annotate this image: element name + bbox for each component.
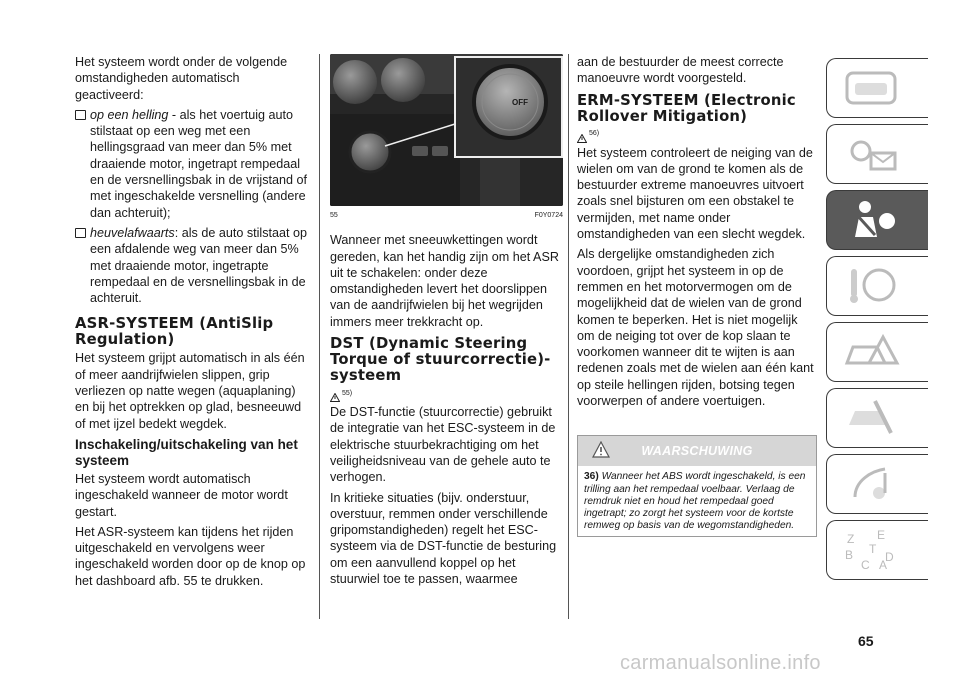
tab-key-steering[interactable] xyxy=(826,256,928,316)
tab-safety[interactable] xyxy=(826,190,928,250)
warning-title: WAARSCHUWING xyxy=(641,444,753,459)
warning-header xyxy=(578,436,816,466)
seatbelt-airbag-icon xyxy=(841,197,901,243)
asr-heading: ASR-SYSTEEM (AntiSlip Regulation) xyxy=(75,315,274,349)
tab-alphabetical-index[interactable] xyxy=(826,520,928,580)
erm-heading: ERM-SYSTEEM (Electronic Rollover Mitigation) xyxy=(577,91,796,125)
light-message-icon xyxy=(841,131,901,177)
dashboard-photo xyxy=(330,54,563,206)
column-middle xyxy=(330,54,563,591)
erm-text-2: Als dergelijke omstandigheden zich voordoen, grijpt het systeem in op de remmen en het motorvermogen om de mogelijkheid dat de wielen van de grond komen te beperken. Het is niet mogelijk om de neiging tot over de kop slaan te voorkomen wanneer dit te wijten is aan redenen zoals met de wielen aan één kant op steile hellingen rijden, botsing tegen voorwerpen of andere voertuigen. xyxy=(577,247,814,409)
car-dashboard-icon xyxy=(841,65,901,111)
bullet-text: : als de auto stilstaat op een afdalende weg van meer dan 5% met draaiende motor, ingetrapte rempedaal en de versnellingsbak in de achteruit. xyxy=(90,225,308,306)
watermark: carmanualsonline.info xyxy=(620,652,821,674)
alphabet-index-icon xyxy=(841,527,901,573)
warning-text: Wanneer het ABS wordt ingeschakeld, is een trilling aan het rempedaal voelbaar. Verlaag de remdruk niet en houd het rempedaal goed ingetrapt; zo zorgt het systeem voor de kortste remweg op basis van de wegomstandigheden. xyxy=(584,471,806,532)
erm-text-1: Het systeem controleert de neiging van de wielen om van de grond te komen als de bestuurder extreme manoeuvres uitvoert zoals snel bijsturen om een obstakel te vermijden, met name onder omstandigheden van een slecht wegdek. xyxy=(577,145,813,242)
index-letter: E xyxy=(877,528,886,542)
warning-triangle-icon xyxy=(577,134,587,143)
page-number: 65 xyxy=(858,633,874,649)
warning-triangle-icon xyxy=(330,393,340,402)
erm-ref-number: 56) xyxy=(589,130,600,138)
bullet-downhill xyxy=(75,225,308,310)
index-letter: D xyxy=(885,550,894,564)
dst-ref-number: 55) xyxy=(342,389,353,397)
column-left xyxy=(75,54,308,593)
bullet-incline xyxy=(75,107,308,225)
tab-multimedia[interactable] xyxy=(826,454,928,514)
checkbox-bullet-icon xyxy=(75,228,86,238)
key-steering-icon xyxy=(841,263,901,309)
snow-chains-text: Wanneer met sneeuwkettingen wordt gereden, kan het handig zijn om het ASR uit te schakelen: onder deze omstandigheden levert het doorslippen van de aandrijfwielen bij het wegrijden immers meer trekkracht op. xyxy=(330,233,559,329)
music-navigation-icon xyxy=(841,461,901,507)
chapter-tabs xyxy=(826,58,931,586)
tab-lights-messages[interactable] xyxy=(826,124,928,184)
index-letter: T xyxy=(869,542,877,556)
continued-text: aan de bestuurder de meest correcte manoeuvre wordt voorgesteld. xyxy=(577,55,784,86)
tab-maintenance[interactable] xyxy=(826,388,928,448)
checkbox-bullet-icon xyxy=(75,110,86,120)
index-letter: A xyxy=(879,558,888,572)
car-warning-icon xyxy=(841,329,901,375)
inschakeling-text-2: Het ASR-systeem kan tijdens het rijden uitgeschakeld en vervolgens weer ingeschakeld worden door op de knop op het dashboard afb. 55 te drukken. xyxy=(75,524,306,588)
dst-reference xyxy=(330,386,563,402)
dst-text-2: In kritieke situaties (bijv. onderstuur, overstuur, remmen onder verschillende gripomstandigheden) regelt het ESC-systeem via de DST-functie de besturing om een aanvullend koppel op het stuurwiel toe te passen, waarmee xyxy=(330,490,557,587)
dashboard-button-figure xyxy=(330,54,563,206)
warning-number: 36) xyxy=(584,471,599,483)
intro-text: Het systeem wordt onder de volgende omstandigheden automatisch geactiveerd: xyxy=(75,55,288,102)
asr-text: Het systeem grijpt automatisch in als één of meer aandrijfwielen slippen, grip verliezen op natte wegen (aquaplaning) en bij het optrekken op glad, besneeuwd of met ijzel bedekt wegdek. xyxy=(75,351,305,431)
tab-car-dashboard[interactable] xyxy=(826,58,928,118)
figure-caption xyxy=(330,208,563,224)
index-letter: C xyxy=(861,558,870,572)
asr-off-label: OFF xyxy=(512,98,528,107)
column-right xyxy=(577,54,817,537)
figure-number: 55 xyxy=(330,212,338,219)
inschakeling-heading: Inschakeling/uitschakeling van het systeem xyxy=(75,436,298,468)
bullet-text: - als het voertuig auto stilstaat op een weg met een hellingsgraad van meer dan 5% met draaiende motor, ingetrapt rempedaal en de versnellingsbak in de vrijstand of met ingeschakelde versnelling (andere dan achteruit); xyxy=(90,107,308,220)
column-divider xyxy=(319,54,320,619)
index-letter: B xyxy=(845,548,854,562)
dst-heading: DST (Dynamic Steering Torque of stuurcorrectie)-systeem xyxy=(330,335,551,385)
tab-car-warning[interactable] xyxy=(826,322,928,382)
warning-box xyxy=(577,435,817,537)
column-divider xyxy=(568,54,569,619)
warning-body xyxy=(578,466,816,536)
bullet-term: heuvelafwaarts xyxy=(90,225,175,240)
erm-reference xyxy=(577,127,817,143)
inschakeling-text-1: Het systeem wordt automatisch ingeschakeld wanneer de motor wordt gestart. xyxy=(75,471,288,519)
figure-code: F0Y0724 xyxy=(534,212,563,219)
dst-text-1: De DST-functie (stuurcorrectie) gebruikt de integratie van het ESC-systeem in de elektrische stuurbekrachtiging om het veiligheidsniveau van de gehele auto te verhogen. xyxy=(330,405,556,485)
index-letter: Z xyxy=(847,532,855,546)
wrench-car-icon xyxy=(841,395,901,441)
warning-triangle-icon xyxy=(592,441,610,459)
bullet-term: op een helling xyxy=(90,107,169,122)
